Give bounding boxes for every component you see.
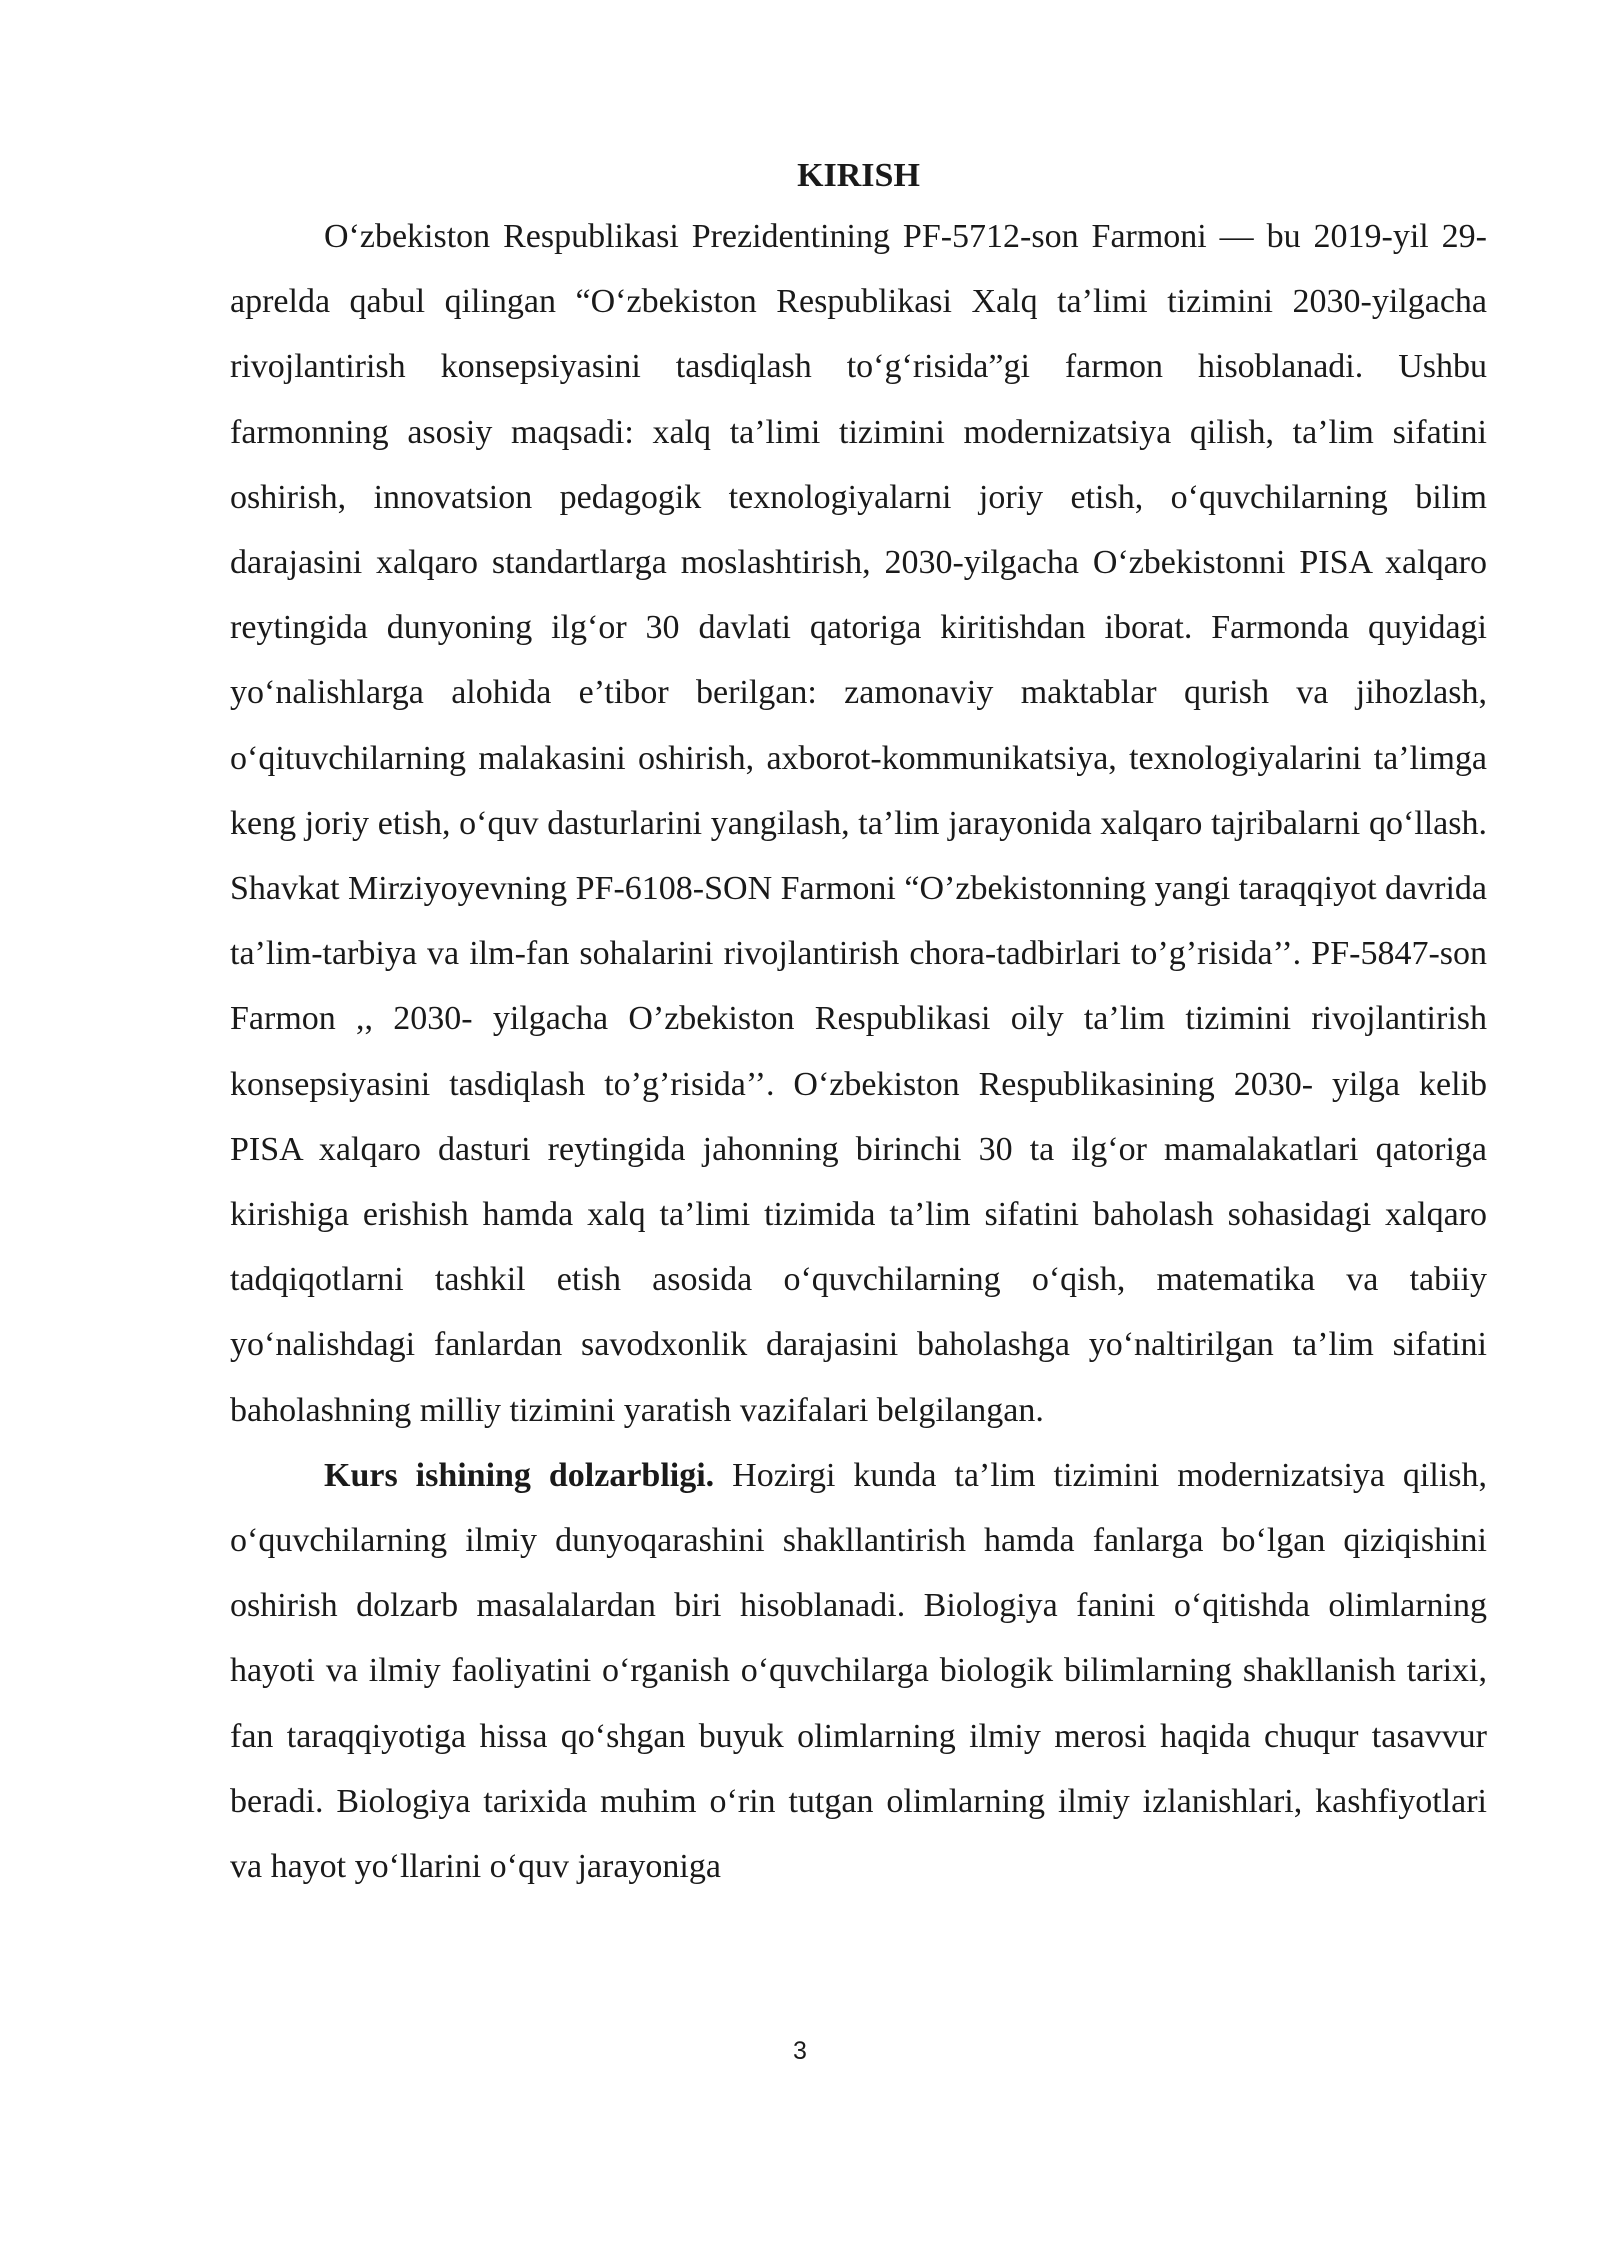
- intro-paragraph: [230, 204, 1487, 1443]
- paragraph-text: Hozirgi kunda ta’lim tizimini modernizatsiya qilish, o‘quvchilarning ilmiy dunyoqarashini shakllantirish hamda fanlarga bo‘lgan qiziqishini oshirish dolzarb masalalardan biri hisoblanadi. Biologiya fanini o‘qitishda olimlarning hayoti va ilmiy faoliyatini o‘rganish o‘quvchilarga biologik bilimlarning shakllanish tarixi, fan taraqqiyotiga hissa qo‘shgan buyuk olimlarning ilmiy merosi haqida chuqur tasavvur beradi. Biologiya tarixida muhim o‘rin tutgan olimlarning ilmiy izlanishlari, kashfiyotlari va hayot yo‘llarini o‘quv jarayoniga: [230, 1456, 1488, 1886]
- page-number: 3: [793, 2037, 807, 2065]
- relevance-paragraph: [230, 1443, 1487, 1899]
- section-title: KIRISH: [797, 157, 920, 194]
- paragraph-lead: Kurs ishining dolzarbligi.: [324, 1456, 715, 1494]
- document-page: [230, 148, 1487, 1899]
- paragraph-text: O‘zbekiston Respublikasi Prezidentining PF-5712-son Farmoni — bu 2019-yil 29-aprelda qabul qilingan “O‘zbekiston Respublikasi Xalq ta’limi tizimini 2030-yilgacha rivojlantirish konsepsiyasini tasdiqlash to‘g‘risida”gi farmon hisoblanadi. Ushbu farmonning asosiy maqsadi: xalq ta’limi tizimini modernizatsiya qilish, ta’lim sifatini oshirish, innovatsion pedagogik texnologiyalarni joriy etish, o‘quvchilarning bilim darajasini xalqaro standartlarga moslashtirish, 2030-yilgacha O‘zbekistonni PISA xalqaro reytingida dunyoning ilg‘or 30 davlati qatoriga kiritishdan iborat. Farmonda quyidagi yo‘nalishlarga alohida e’tibor berilgan: zamonaviy maktablar qurish va jihozlash, o‘qituvchilarning malakasini oshirish, axborot-kommunikatsiya, texnologiyalarini ta’limga keng joriy etish, o‘quv dasturlarini yangilash, ta’lim jarayonida xalqaro tajribalarni qo‘llash. Shavkat Mirziyoyevning PF-6108-SON Farmoni “O’zbekistonning yangi taraqqiyot davrida ta’lim-tarbiya va ilm-fan sohalarini rivojlantirish chora-tadbirlari to’g’risida’’. PF-5847-son Farmon ,, 2030- yilgacha O’zbekiston Respublikasi oily ta’lim tizimini rivojlantirish konsepsiyasini tasdiqlash to’g’risida’’. O‘zbekiston Respublikasining 2030- yilga kelib PISA xalqaro dasturi reytingida jahonning birinchi 30 ta ilg‘or mamalakatlari qatoriga kirishiga erishish hamda xalq ta’limi tizimida ta’lim sifatini baholash sohasidagi xalqaro tadqiqotlarni tashkil etish asosida o‘quvchilarning o‘qish, matematika va tabiiy yo‘nalishdagi fanlardan savodxonlik darajasini baholashga yo‘naltirilgan ta’lim sifatini baholashning milliy tizimini yaratish vazifalari belgilangan.: [230, 218, 1487, 1429]
